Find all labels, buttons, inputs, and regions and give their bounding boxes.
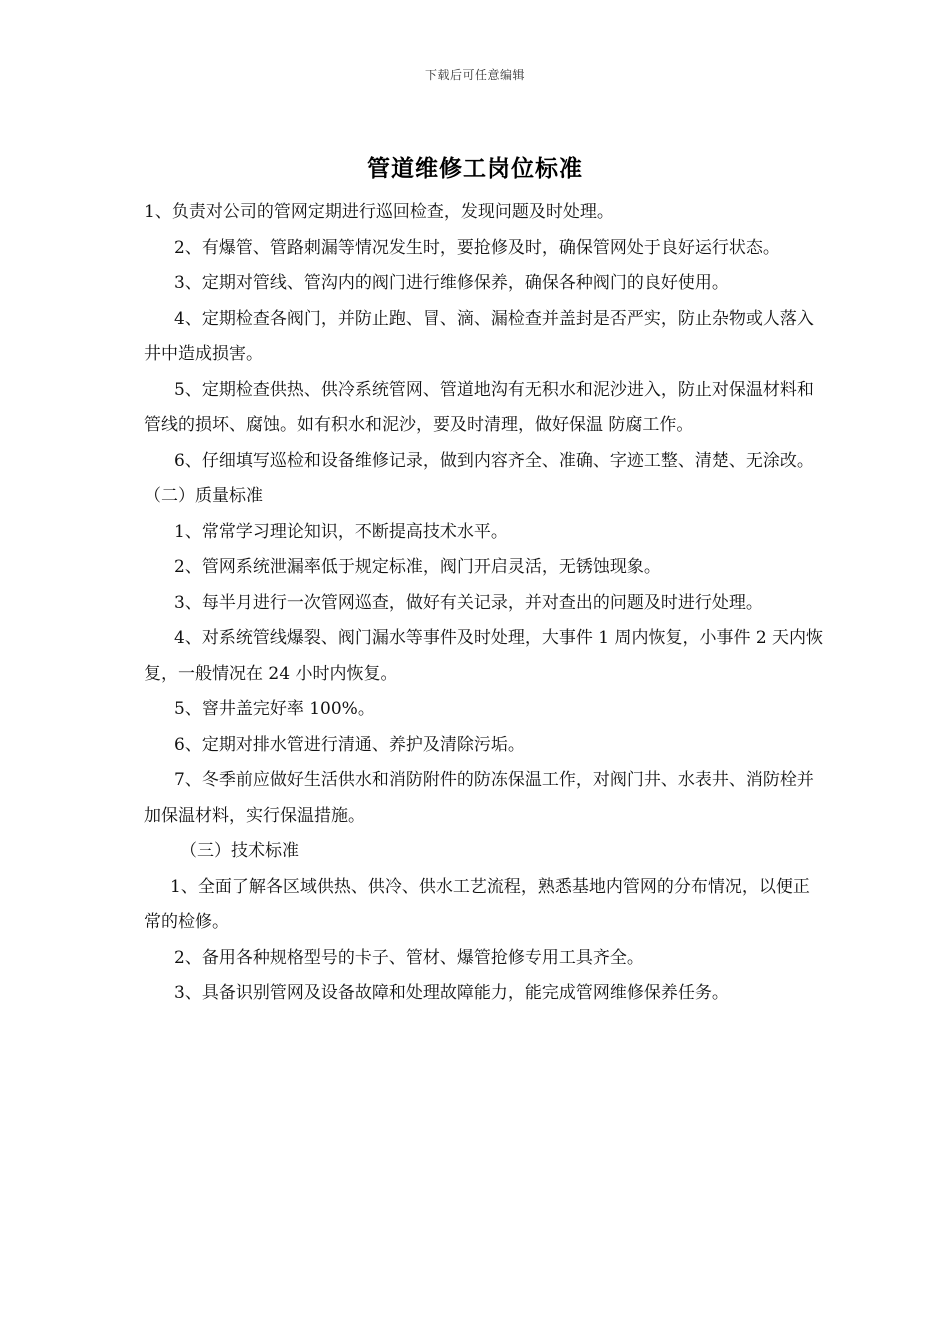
header-note: 下载后可任意编辑: [424, 68, 525, 82]
paragraph-2: 2、有爆管、管路刺漏等情况发生时，要抢修及时，确保管网处于良好运行状态。: [174, 237, 780, 258]
paragraph-7: 1、常常学习理论知识，不断提高技术水平。: [174, 521, 508, 542]
paragraph-11: 5、窨井盖完好率 100%。: [174, 699, 375, 719]
paragraph-15: 2、备用各种规格型号的卡子、管材、爆管抢修专用工具齐全。: [174, 947, 644, 968]
paragraph-13: 7、冬季前应做好生活供水和消防附件的防冻保温工作，对阀门井、水表井、消防栓并加保温材料，实行保温措施。: [144, 770, 814, 826]
paragraph-16: 3、具备识别管网及设备故障和处理故障能力，能完成管网维修保养任务。: [174, 983, 729, 1003]
paragraph-12: 6、定期对排水管进行清通、养护及清除污垢。: [174, 734, 525, 755]
paragraph-4: 4、定期检查各阀门，并防止跑、冒、滴、漏检查并盖封是否严实，防止杂物或人落入井中造成损害。: [144, 308, 814, 364]
paragraph-5: 5、定期检查供热、供冷系统管网、管道地沟有无积水和泥沙进入，防止对保温材料和管线的损坏、腐蚀。如有积水和泥沙，要及时清理，做好保温 防腐工作。: [144, 379, 814, 435]
paragraph-1: 1、负责对公司的管网定期进行巡回检查，发现问题及时处理。: [144, 202, 614, 222]
paragraph-14: 1、全面了解各区域供热、供冷、供水工艺流程，熟悉基地内管网的分布情况，以便正常的检修。: [144, 876, 810, 932]
paragraph-9: 3、每半月进行一次管网巡查，做好有关记录，并对查出的问题及时进行处理。: [174, 592, 763, 613]
paragraph-8: 2、管网系统泄漏率低于规定标准，阀门开启灵活，无锈蚀现象。: [174, 557, 661, 577]
paragraph-3: 3、定期对管线、管沟内的阀门进行维修保养，确保各种阀门的良好使用。: [174, 273, 729, 293]
paragraph-6: 6、仔细填写巡检和设备维修记录，做到内容齐全、准确、字迹工整、清楚、无涂改。（二）质量标准: [144, 450, 814, 506]
document-body: [144, 195, 826, 1012]
section-heading-technical-standards: （三）技术标准: [180, 841, 299, 861]
paragraph-10: 4、对系统管线爆裂、阀门漏水等事件及时处理，大事件 1 周内恢复，小事件 2 天内恢复，一般情况在 24 小时内恢复。: [144, 628, 824, 684]
document-title: 管道维修工岗位标准: [367, 155, 583, 182]
